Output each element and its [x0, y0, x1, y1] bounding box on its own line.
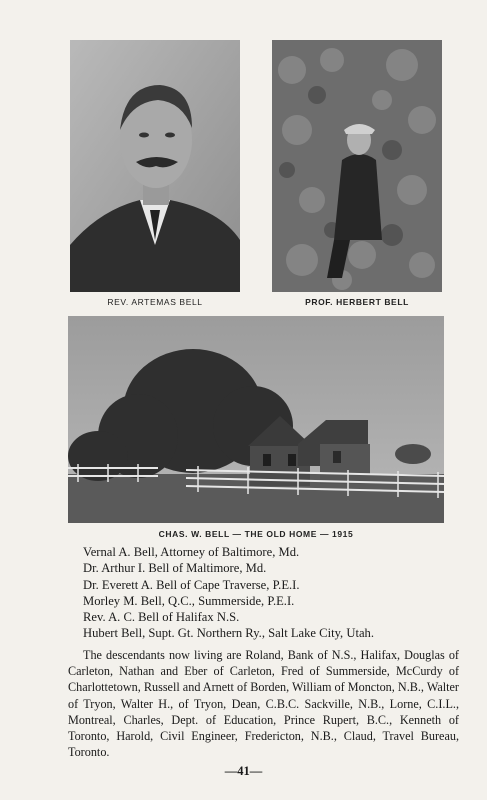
- list-item: Dr. Arthur I. Bell of Maltimore, Md.: [83, 561, 267, 576]
- descendants-list: [83, 544, 483, 642]
- list-item: Dr. Everett A. Bell of Cape Traverse, P.E.I.: [83, 577, 300, 592]
- caption-old-home: CHAS. W. BELL — THE OLD HOME — 1915: [158, 529, 354, 539]
- photo-old-home: [68, 316, 444, 523]
- list-item: Rev. A. C. Bell of Halifax N.S.: [83, 610, 240, 625]
- caption-herbert-bell: PROF. HERBERT BELL: [305, 297, 409, 307]
- portrait-artemas-bell: [70, 40, 240, 292]
- list-item: Hubert Bell, Supt. Gt. Northern Ry., Salt Lake City, Utah.: [83, 626, 374, 641]
- page-number: —41—: [224, 764, 263, 778]
- list-item: Vernal A. Bell, Attorney of Baltimore, Md.: [83, 545, 300, 559]
- caption-artemas-bell: REV. ARTEMAS BELL: [107, 297, 203, 307]
- list-item: Morley M. Bell, Q.C., Summerside, P.E.I.: [83, 593, 295, 608]
- descendants-paragraph: The descendants now living are Roland, Bank of N.S., Halifax, Douglas of Carleton, Nathan and Eber of Carleton, Fred of Summerside, McCurdy of Charlottetown, Russell and Arnett of Borden, William of Moncton, N.B., Walter of Tryon, Walter H., of Tryon, Dean, C.B.C. Sackville, N.B., Lorne, C.I.L., Montreal, Charles, Dept. of Education, Prince Rupert, B.C., Kenneth of Toronto, Harold, Civil Engineer, Fredericton, N.B., Claud, Travel Bureau, Toronto.: [68, 648, 459, 760]
- photo-herbert-bell: [272, 40, 442, 292]
